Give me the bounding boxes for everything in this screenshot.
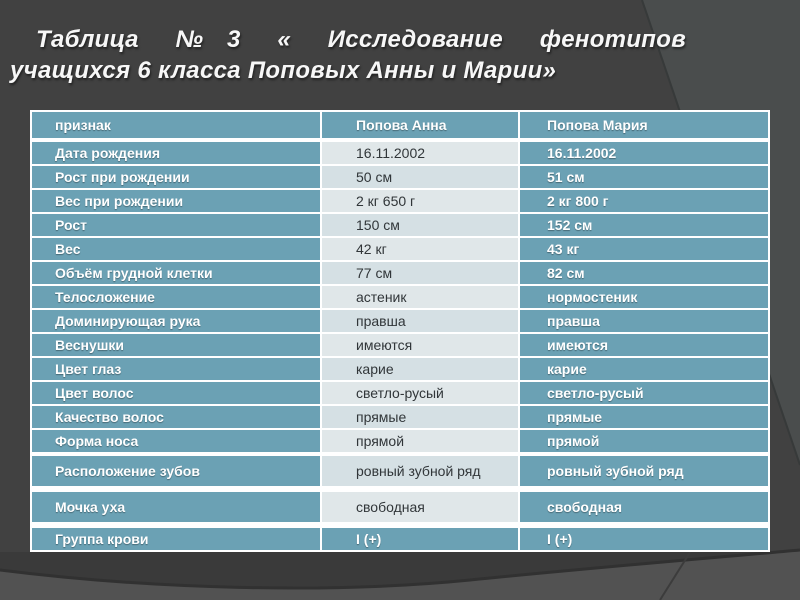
trait-cell: Доминирующая рука [32, 310, 320, 332]
table-row [32, 142, 768, 164]
slide-title-line-1: Таблица №3 « Исследование фенотипов [36, 26, 686, 53]
table-row [32, 406, 768, 428]
trait-cell: Вес [32, 238, 320, 260]
trait-cell: Веснушки [32, 334, 320, 356]
trait-cell: Форма носа [32, 430, 320, 452]
column-header-popova-maria: Попова Мария [520, 112, 768, 138]
maria-value-cell: правша [520, 310, 768, 332]
anna-value-cell: ровный зубной ряд [322, 456, 518, 486]
anna-value-cell: 50 см [322, 166, 518, 188]
column-header-trait: признак [32, 112, 320, 138]
table-row [32, 358, 768, 380]
anna-value-cell: светло-русый [322, 382, 518, 404]
trait-cell: Объём грудной клетки [32, 262, 320, 284]
trait-cell: Расположение зубов [32, 456, 320, 486]
slide-title [10, 24, 686, 86]
table-row [32, 456, 768, 486]
trait-cell: Рост [32, 214, 320, 236]
trait-cell: Дата рождения [32, 142, 320, 164]
table-header-row [32, 112, 768, 138]
anna-value-cell: 2 кг 650 г [322, 190, 518, 212]
maria-value-cell: свободная [520, 492, 768, 522]
table-row [32, 262, 768, 284]
anna-value-cell: правша [322, 310, 518, 332]
phenotype-table [30, 110, 770, 552]
maria-value-cell: 51 см [520, 166, 768, 188]
maria-value-cell: имеются [520, 334, 768, 356]
anna-value-cell: I (+) [322, 528, 518, 550]
anna-value-cell: свободная [322, 492, 518, 522]
table-row [32, 238, 768, 260]
table-row [32, 310, 768, 332]
trait-cell: Рост при рождении [32, 166, 320, 188]
anna-value-cell: карие [322, 358, 518, 380]
anna-value-cell: прямые [322, 406, 518, 428]
maria-value-cell: ровный зубной ряд [520, 456, 768, 486]
maria-value-cell: светло-русый [520, 382, 768, 404]
table-row [32, 334, 768, 356]
anna-value-cell: 150 см [322, 214, 518, 236]
anna-value-cell: 42 кг [322, 238, 518, 260]
table-row [32, 430, 768, 452]
table-row [32, 166, 768, 188]
table-row [32, 214, 768, 236]
trait-cell: Цвет глаз [32, 358, 320, 380]
anna-value-cell: прямой [322, 430, 518, 452]
trait-cell: Цвет волос [32, 382, 320, 404]
trait-cell: Мочка уха [32, 492, 320, 522]
anna-value-cell: 16.11.2002 [322, 142, 518, 164]
table-row [32, 492, 768, 522]
anna-value-cell: имеются [322, 334, 518, 356]
table-row [32, 528, 768, 550]
maria-value-cell: 82 см [520, 262, 768, 284]
trait-cell: Качество волос [32, 406, 320, 428]
maria-value-cell: 16.11.2002 [520, 142, 768, 164]
maria-value-cell: I (+) [520, 528, 768, 550]
maria-value-cell: 152 см [520, 214, 768, 236]
table-row [32, 382, 768, 404]
table-row [32, 190, 768, 212]
anna-value-cell: астеник [322, 286, 518, 308]
table-body [32, 142, 768, 550]
maria-value-cell: прямые [520, 406, 768, 428]
column-header-popova-anna: Попова Анна [322, 112, 518, 138]
maria-value-cell: карие [520, 358, 768, 380]
anna-value-cell: 77 см [322, 262, 518, 284]
maria-value-cell: нормостеник [520, 286, 768, 308]
slide-title-line-2: учащихся 6 класса Поповых Анны и Марии» [10, 57, 557, 84]
maria-value-cell: прямой [520, 430, 768, 452]
trait-cell: Группа крови [32, 528, 320, 550]
table-row [32, 286, 768, 308]
trait-cell: Вес при рождении [32, 190, 320, 212]
trait-cell: Телосложение [32, 286, 320, 308]
maria-value-cell: 43 кг [520, 238, 768, 260]
maria-value-cell: 2 кг 800 г [520, 190, 768, 212]
